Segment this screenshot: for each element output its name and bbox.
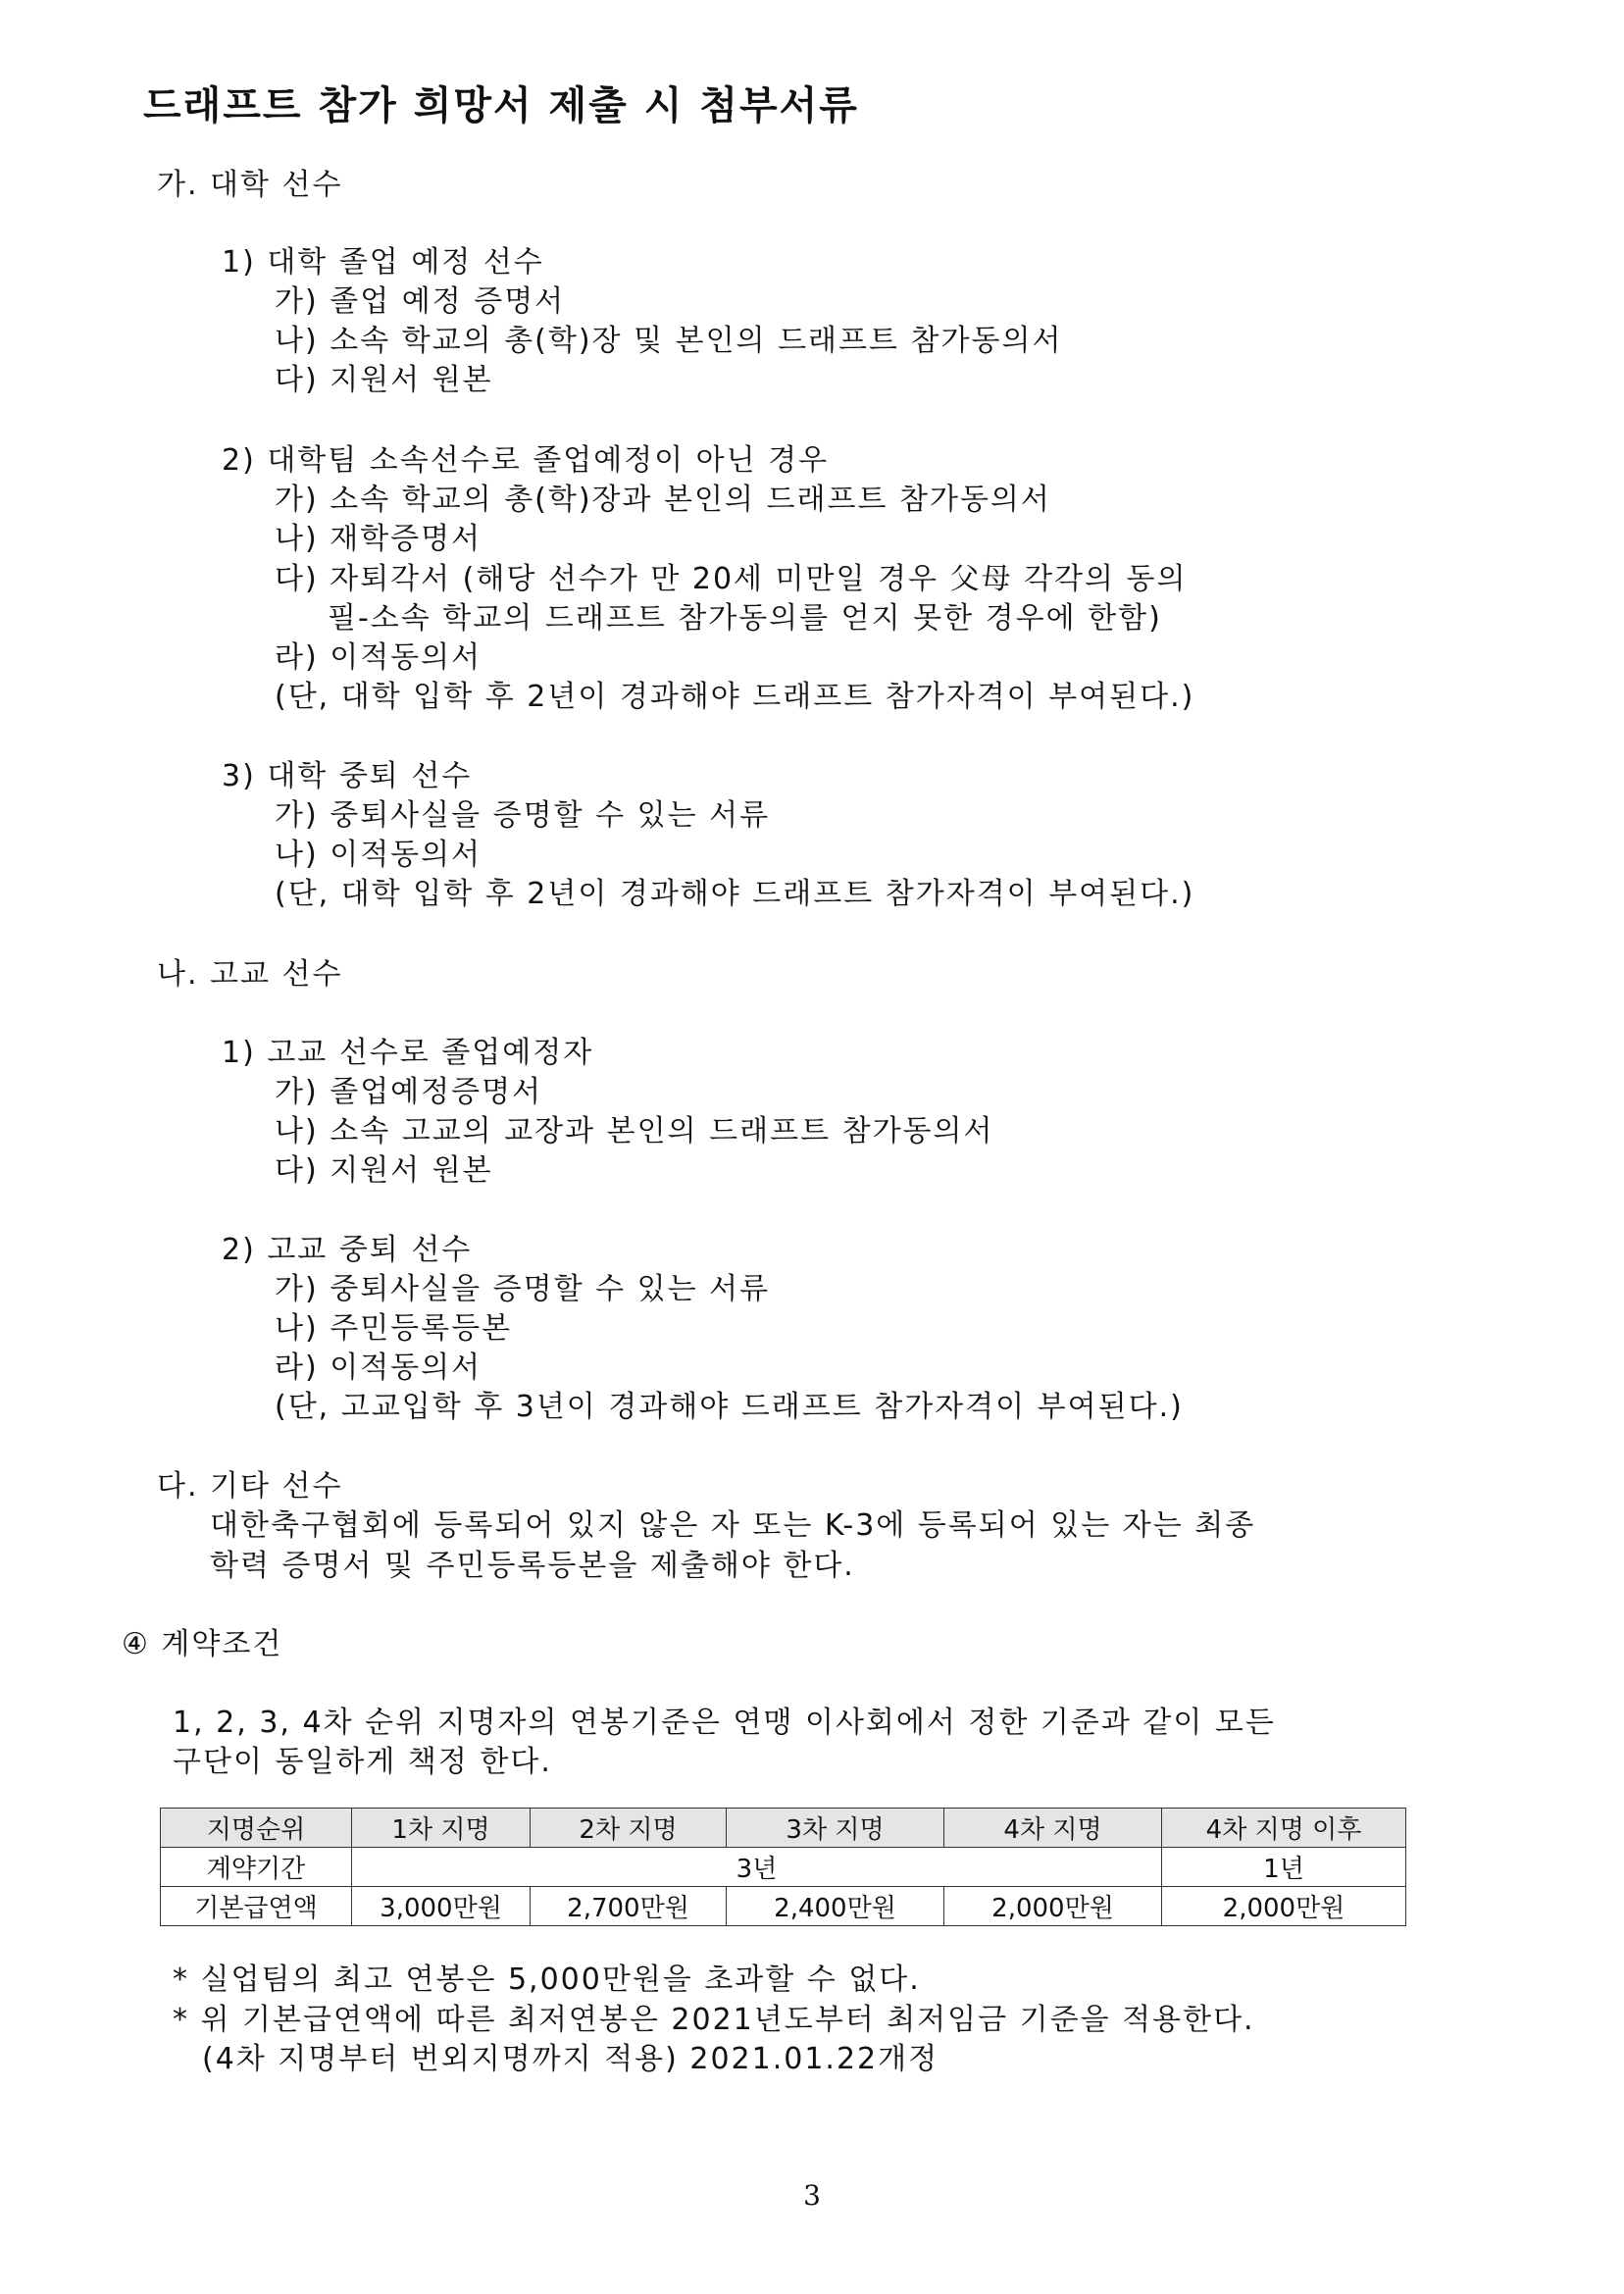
- list-item: 나) 주민등록등본: [275, 1311, 513, 1346]
- table-header-cell: 4차 지명: [944, 1809, 1162, 1848]
- list-item: 나) 재학증명서: [275, 522, 482, 556]
- list-item: 다) 지원서 원본: [275, 1153, 493, 1188]
- table-header-cell: 3차 지명: [727, 1809, 944, 1848]
- list-item: 나) 이적동의서: [275, 838, 482, 872]
- list-item: 가) 소속 학교의 총(학)장과 본인의 드래프트 참가동의서: [275, 483, 1051, 517]
- table-cell: 2,400만원: [727, 1887, 944, 1926]
- list-item: 나) 소속 학교의 총(학)장 및 본인의 드래프트 참가동의서: [275, 324, 1063, 358]
- section-heading-contract: ④ 계약조건: [122, 1627, 283, 1661]
- page-title: 드래프트 참가 희망서 제출 시 첨부서류: [143, 83, 859, 128]
- footnote-line: * 위 기본급연액에 따른 최저연봉은 2021년도부터 최저임금 기준을 적용한다.: [173, 2003, 1255, 2037]
- paragraph-line: 대한축구협회에 등록되어 있지 않은 자 또는 K-3에 등록되어 있는 자는 최종: [210, 1508, 1256, 1543]
- section-heading-college: 가. 대학 선수: [157, 168, 343, 202]
- paragraph-line: 학력 증명서 및 주민등록등본을 제출해야 한다.: [210, 1549, 855, 1583]
- group-heading: 3) 대학 중퇴 선수: [222, 759, 473, 793]
- footnote-line: (4차 지명부터 번외지명까지 적용) 2021.01.22개정: [202, 2042, 939, 2076]
- list-item: 라) 이적동의서: [275, 640, 482, 675]
- table-row: [161, 1887, 1406, 1926]
- table-cell: 2,000만원: [944, 1887, 1162, 1926]
- paragraph-line: 구단이 동일하게 책정 한다.: [173, 1745, 552, 1779]
- note-text: (단, 대학 입학 후 2년이 경과해야 드래프트 참가자격이 부여된다.): [275, 680, 1195, 714]
- list-item: 나) 소속 고교의 교장과 본인의 드래프트 참가동의서: [275, 1114, 994, 1148]
- list-item: 가) 졸업예정증명서: [275, 1075, 543, 1109]
- table-row: [161, 1848, 1406, 1887]
- note-text: (단, 고교입학 후 3년이 경과해야 드래프트 참가자격이 부여된다.): [275, 1390, 1184, 1424]
- page-number: 3: [803, 2179, 821, 2212]
- group-heading: 2) 고교 중퇴 선수: [222, 1233, 473, 1267]
- list-item: 가) 중퇴사실을 증명할 수 있는 서류: [275, 798, 771, 833]
- list-item: 다) 자퇴각서 (해당 선수가 만 20세 미만일 경우 父母 각각의 동의: [275, 562, 1188, 596]
- note-text: (단, 대학 입학 후 2년이 경과해야 드래프트 참가자격이 부여된다.): [275, 877, 1195, 911]
- table-cell: 3년: [352, 1848, 1162, 1887]
- table-row-label: 기본급연액: [161, 1887, 352, 1926]
- contract-terms-table: [160, 1808, 1406, 1926]
- list-item: 가) 중퇴사실을 증명할 수 있는 서류: [275, 1272, 771, 1306]
- table-cell: 2,700만원: [531, 1887, 727, 1926]
- list-item-continuation: 필-소속 학교의 드래프트 참가동의를 얻지 못한 경우에 한함): [328, 601, 1162, 636]
- group-heading: 1) 대학 졸업 예정 선수: [222, 245, 544, 280]
- table-cell: 1년: [1162, 1848, 1406, 1887]
- list-item: 라) 이적동의서: [275, 1351, 482, 1385]
- group-heading: 2) 대학팀 소속선수로 졸업예정이 아닌 경우: [222, 443, 830, 478]
- section-heading-highschool: 나. 고교 선수: [157, 957, 343, 992]
- table-cell: 3,000만원: [352, 1887, 531, 1926]
- table-header-cell: 지명순위: [161, 1809, 352, 1848]
- footnote-line: * 실업팀의 최고 연봉은 5,000만원을 초과할 수 없다.: [173, 1963, 921, 1997]
- table-cell: 2,000만원: [1162, 1887, 1406, 1926]
- section-heading-other: 다. 기타 선수: [157, 1469, 343, 1504]
- table-row-label: 계약기간: [161, 1848, 352, 1887]
- paragraph-line: 1, 2, 3, 4차 순위 지명자의 연봉기준은 연맹 이사회에서 정한 기준과 같이 모든: [173, 1706, 1276, 1740]
- table-header-cell: 1차 지명: [352, 1809, 531, 1848]
- table-header-cell: 4차 지명 이후: [1162, 1809, 1406, 1848]
- list-item: 다) 지원서 원본: [275, 363, 493, 397]
- table-header-row: [161, 1809, 1406, 1848]
- group-heading: 1) 고교 선수로 졸업예정자: [222, 1036, 594, 1070]
- list-item: 가) 졸업 예정 증명서: [275, 284, 566, 319]
- table-header-cell: 2차 지명: [531, 1809, 727, 1848]
